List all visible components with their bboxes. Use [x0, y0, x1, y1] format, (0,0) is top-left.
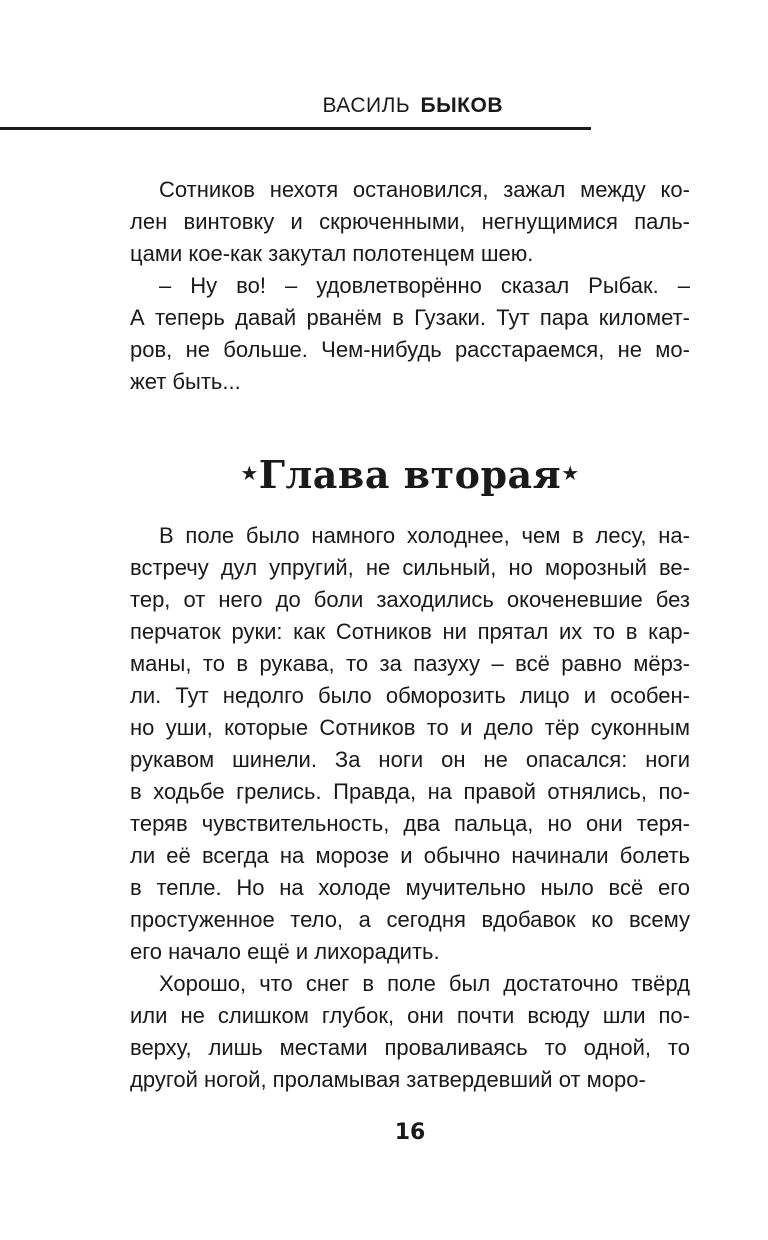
text-line: верху, лишь местами проваливаясь то одной, то: [130, 1035, 690, 1060]
text-line: В поле было намного холоднее, чем в лесу, на-: [159, 523, 690, 548]
author-first-name: ВАСИЛЬ: [322, 94, 411, 117]
running-header: [0, 92, 503, 120]
text-block-top: [130, 174, 690, 398]
text-line: ли. Тут недолго было обморозить лицо и особен-: [130, 683, 690, 708]
text-line: в ходьбе грелись. Правда, на правой отнялись, по-: [130, 779, 690, 804]
text-line: лен винтовку и скрюченными, негнущимися паль-: [130, 209, 690, 234]
text-line: маны, то в рукава, то за пазуху – всё равно мёрз-: [130, 651, 690, 676]
text-line: Сотников нехотя остановился, зажал между ко-: [159, 177, 690, 202]
text-line: тер, от него до боли заходились окоченевшие без: [130, 587, 690, 612]
text-line: или не слишком глубок, они почти всюду шли по-: [130, 1003, 690, 1028]
text-line: цами кое-как закутал полотенцем шею.: [130, 241, 534, 266]
text-line: его начало ещё и лихорадить.: [130, 939, 440, 964]
star-left-icon: ★: [240, 461, 259, 485]
text-line: встречу дул упругий, не сильный, но морозный ве-: [130, 555, 690, 580]
text-line: теряв чувствительность, два пальца, но они теря-: [130, 811, 690, 836]
text-line: А теперь давай рванём в Гузаки. Тут пара километ-: [130, 305, 690, 330]
text-line: рукавом шинели. За ноги он не опасался: ноги: [130, 747, 690, 772]
text-line: Хорошо, что снег в поле был достаточно твёрд: [159, 971, 690, 996]
text-line: ли её всегда на морозе и обычно начинали болеть: [130, 843, 690, 868]
text-line: – Ну во! – удовлетворённо сказал Рыбак. –: [159, 273, 690, 298]
text-line: в тепле. Но на холоде мучительно ныло всё его: [130, 875, 690, 900]
chapter-title-text: Глава вторая: [258, 452, 562, 497]
text-line: другой ногой, проламывая затвердевший от моро-: [130, 1067, 646, 1092]
text-line: перчаток руки: как Сотников ни прятал их то в кар-: [130, 619, 690, 644]
author-last-name: БЫКОВ: [420, 94, 503, 117]
text-line: но уши, которые Сотников то и дело тёр суконным: [130, 715, 690, 740]
text-block-main: [130, 520, 690, 1096]
text-line: жет быть...: [130, 369, 241, 394]
text-line: ров, не больше. Чем-нибудь расстараемся, не мо-: [130, 337, 690, 362]
chapter-title: [0, 448, 768, 500]
header-rule: [0, 127, 591, 130]
page-number: 16: [394, 1120, 426, 1145]
text-line: простуженное тело, а сегодня вдобавок ко всему: [130, 907, 690, 932]
star-right-icon: ★: [561, 461, 580, 485]
